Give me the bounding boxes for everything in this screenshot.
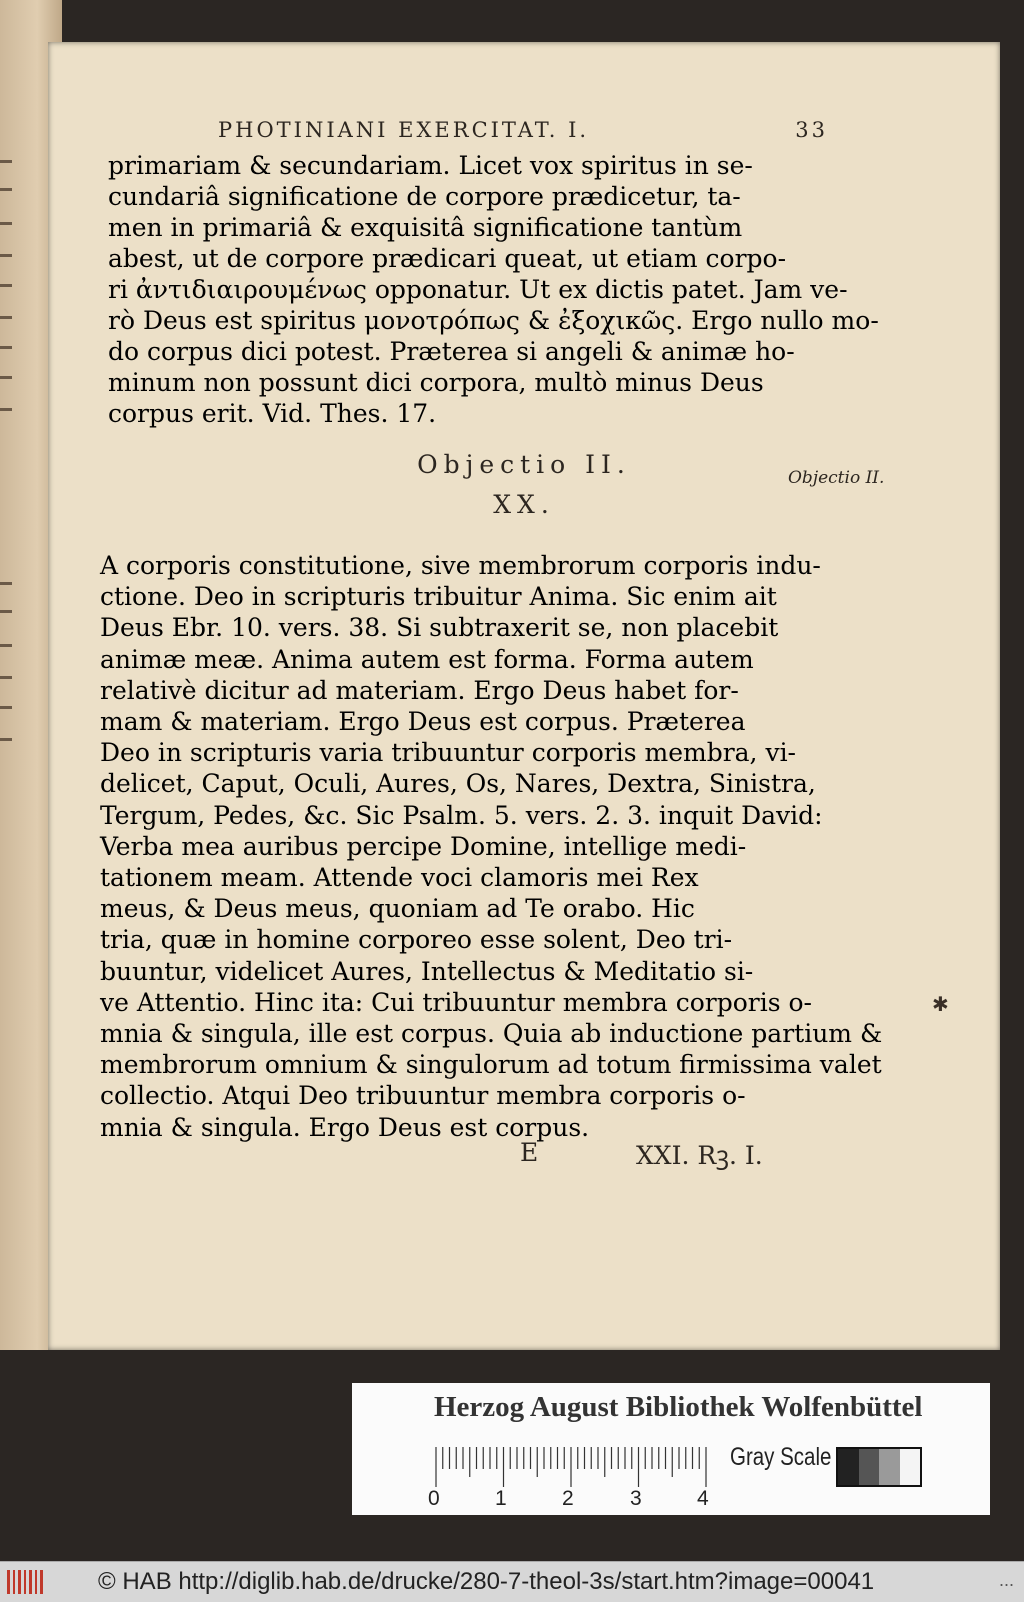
text-line: ve Attentio. Hinc ita: Cui tribuuntur membra corporis o- (100, 987, 812, 1017)
text-line: collectio. Atqui Deo tribuuntur membra corporis o- (100, 1081, 746, 1111)
text-line: Tergum, Pedes, &c. Sic Psalm. 5. vers. 2. 3. inquit David: (100, 800, 823, 830)
ruler-icon (434, 1447, 708, 1487)
text-line: Deus Ebr. 10. vers. 38. Si subtraxerit se, non placebit (100, 613, 779, 643)
source-url: © HAB http://diglib.hab.de/drucke/280-7-theol-3s/start.htm?image=00041 (98, 1568, 875, 1595)
gray-swatch (900, 1449, 921, 1485)
gray-swatch (838, 1449, 859, 1485)
objectio-heading: Objectio II. (417, 450, 631, 479)
paragraph-1 (108, 150, 879, 429)
hab-logo-icon (6, 1568, 46, 1596)
library-color-card (352, 1383, 990, 1515)
text-line: buuntur, videlicet Aures, Intellectus & Meditatio si- (100, 956, 754, 986)
text-line: men in primariâ & exquisitâ significatione tantùm (108, 213, 743, 242)
catchword: XXI. Rꝫ. I. (636, 1141, 763, 1170)
running-head-text: PHOTINIANI EXERCITAT. I. (218, 118, 590, 142)
more-icon[interactable]: ... (998, 1570, 1014, 1590)
margin-note: Objectio II. (788, 468, 885, 488)
text-line: do corpus dici potest. Præterea si angeli & animæ ho- (108, 337, 795, 366)
text-line: ri ἀντιδιαιρουμένως opponatur. Ut ex dictis patet. Jam ve- (108, 275, 848, 304)
ruler-number: 4 (697, 1487, 709, 1510)
library-name: Herzog August Bibliothek Wolfenbüttel (434, 1391, 923, 1423)
text-line: relativè dicitur ad materiam. Ergo Deus habet for- (100, 675, 739, 705)
ruler-number: 2 (562, 1487, 574, 1510)
text-line: cundariâ significatione de corpore prædicetur, ta- (108, 182, 741, 211)
running-head (218, 118, 828, 142)
text-line: Verba mea auribus percipe Domine, intellige medi- (100, 831, 747, 861)
gray-scale-label: Gray Scale (730, 1443, 832, 1471)
text-line: ctione. Deo in scripturis tribuitur Anima. Sic enim ait (100, 582, 777, 612)
text-line: membrorum omnium & singulorum ad totum firmissima valet (100, 1050, 882, 1080)
text-line: minum non possunt dici corpora, multò minus Deus (108, 368, 764, 397)
text-line: mnia & singula, ille est corpus. Quia ab inductione partium & (100, 1019, 883, 1049)
ruler-number: 0 (428, 1487, 440, 1510)
objectio-number: XX. (493, 490, 555, 519)
ink-spot-icon: ✱ (932, 992, 949, 1016)
text-line: mam & materiam. Ergo Deus est corpus. Præterea (100, 707, 746, 737)
text-line: delicet, Caput, Oculi, Aures, Os, Nares, Dextra, Sinistra, (100, 769, 816, 799)
ruler-number: 1 (495, 1487, 507, 1510)
gray-swatch (859, 1449, 880, 1485)
text-line: A corporis constitutione, sive membrorum corporis indu- (100, 551, 821, 580)
text-line: corpus erit. Vid. Thes. 17. (108, 399, 437, 428)
text-line: primariam & secundariam. Licet vox spiritus in se- (108, 151, 753, 180)
text-line: rò Deus est spiritus μονοτρόπως & ἐξοχικῶς. Ergo nullo mo- (108, 306, 879, 335)
signature-mark: E (520, 1138, 539, 1167)
ruler-number: 3 (630, 1487, 642, 1510)
paragraph-2 (100, 550, 883, 1143)
page-number: 33 (795, 118, 828, 142)
gray-scale-swatches (836, 1447, 922, 1487)
book-page (48, 42, 1000, 1350)
text-line: tria, quæ in homine corporeo esse solent, Deo tri- (100, 925, 733, 955)
text-line: meus, & Deus meus, quoniam ad Te orabo. Hic (100, 894, 695, 924)
text-line: mnia & singula. Ergo Deus est corpus. (100, 1112, 590, 1142)
text-line: tationem meam. Attende voci clamoris mei Rex (100, 863, 699, 893)
text-line: abest, ut de corpore prædicari queat, ut etiam corpo- (108, 244, 787, 273)
text-line: Deo in scripturis varia tribuuntur corporis membra, vi- (100, 738, 797, 768)
viewer-footer (0, 1561, 1024, 1602)
text-line: animæ meæ. Anima autem est forma. Forma autem (100, 644, 754, 674)
gray-swatch (879, 1449, 900, 1485)
